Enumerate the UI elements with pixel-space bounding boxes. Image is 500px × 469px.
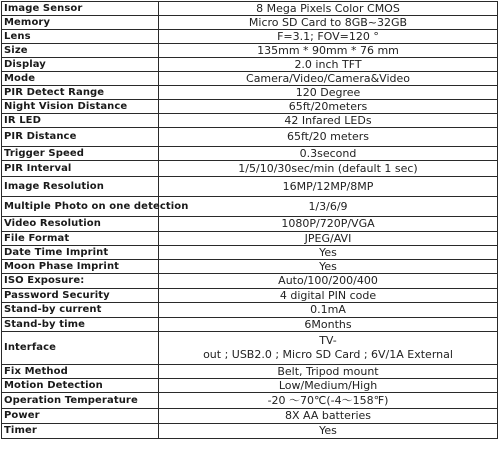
spec-label: Date Time Imprint — [2, 246, 159, 260]
spec-row — [2, 424, 498, 439]
spec-label: Memory — [2, 16, 159, 30]
spec-value: 42 Infared LEDs — [159, 114, 498, 128]
spec-label: ISO Exposure: — [2, 274, 159, 289]
spec-value: JPEG/AVI — [159, 232, 498, 246]
spec-value: Yes — [159, 424, 498, 439]
spec-label: Video Resolution — [2, 217, 159, 232]
spec-value: Yes — [159, 246, 498, 260]
spec-row — [2, 86, 498, 100]
spec-value: 1080P/720P/VGA — [159, 217, 498, 232]
spec-value-line: out ; USB2.0 ; Micro SD Card ; 6V/1A External — [203, 348, 453, 361]
spec-label: Display — [2, 58, 159, 72]
spec-row — [2, 289, 498, 303]
spec-row — [2, 365, 498, 379]
spec-label: Mode — [2, 72, 159, 86]
spec-value: Yes — [159, 260, 498, 274]
spec-label: Trigger Speed — [2, 147, 159, 161]
spec-label: Fix Method — [2, 365, 159, 379]
spec-label: Stand-by time — [2, 318, 159, 332]
spec-row — [2, 147, 498, 161]
spec-value: -20 ～70℃(-4～158℉) — [159, 393, 498, 409]
spec-row — [2, 2, 498, 16]
spec-value: Belt, Tripod mount — [159, 365, 498, 379]
spec-row — [2, 16, 498, 30]
spec-label: Moon Phase Imprint — [2, 260, 159, 274]
spec-value: 65ft/20meters — [159, 100, 498, 114]
spec-row — [2, 409, 498, 424]
spec-row — [2, 246, 498, 260]
spec-row — [2, 303, 498, 318]
spec-value: 120 Degree — [159, 86, 498, 100]
spec-value: 6Months — [159, 318, 498, 332]
spec-label: Night Vision Distance — [2, 100, 159, 114]
spec-value: 1/5/10/30sec/min (default 1 sec) — [159, 161, 498, 177]
spec-label: IR LED — [2, 114, 159, 128]
spec-row — [2, 100, 498, 114]
spec-row — [2, 128, 498, 147]
spec-label: Power — [2, 409, 159, 424]
spec-value: 135mm * 90mm * 76 mm — [159, 44, 498, 58]
spec-row — [2, 332, 498, 365]
spec-row — [2, 274, 498, 289]
spec-row — [2, 393, 498, 409]
specification-table — [1, 1, 498, 439]
spec-value: 0.3second — [159, 147, 498, 161]
spec-label: Image Resolution — [2, 177, 159, 197]
spec-label: Password Security — [2, 289, 159, 303]
spec-value: 2.0 inch TFT — [159, 58, 498, 72]
spec-label: Lens — [2, 30, 159, 44]
spec-row — [2, 161, 498, 177]
spec-value: F=3.1; FOV=120 ° — [159, 30, 498, 44]
spec-label: Multiple Photo on one detection — [2, 197, 159, 217]
spec-value: Micro SD Card to 8GB~32GB — [159, 16, 498, 30]
spec-value-multiline — [159, 332, 498, 365]
spec-row — [2, 318, 498, 332]
spec-value: Low/Medium/High — [159, 379, 498, 393]
spec-row — [2, 232, 498, 246]
spec-label: Size — [2, 44, 159, 58]
spec-value: Camera/Video/Camera&Video — [159, 72, 498, 86]
spec-value: 1/3/6/9 — [159, 197, 498, 217]
spec-row — [2, 197, 498, 217]
spec-row — [2, 177, 498, 197]
spec-label: PIR Distance — [2, 128, 159, 147]
spec-label: Timer — [2, 424, 159, 439]
spec-row — [2, 30, 498, 44]
spec-value-line: TV- — [319, 334, 337, 347]
spec-label: Motion Detection — [2, 379, 159, 393]
spec-value: Auto/100/200/400 — [159, 274, 498, 289]
spec-label: Operation Temperature — [2, 393, 159, 409]
spec-value: 16MP/12MP/8MP — [159, 177, 498, 197]
spec-label: Interface — [2, 332, 159, 365]
spec-value: 8 Mega Pixels Color CMOS — [159, 2, 498, 16]
spec-label: PIR Detect Range — [2, 86, 159, 100]
spec-row — [2, 260, 498, 274]
spec-row — [2, 44, 498, 58]
spec-value: 0.1mA — [159, 303, 498, 318]
spec-label: PIR Interval — [2, 161, 159, 177]
spec-row — [2, 217, 498, 232]
spec-row — [2, 58, 498, 72]
spec-row — [2, 379, 498, 393]
specification-table-body — [2, 2, 498, 439]
spec-value: 4 digital PIN code — [159, 289, 498, 303]
spec-value: 65ft/20 meters — [159, 128, 498, 147]
spec-row — [2, 114, 498, 128]
spec-label: File Format — [2, 232, 159, 246]
spec-label: Stand-by current — [2, 303, 159, 318]
spec-row — [2, 72, 498, 86]
spec-label: Image Sensor — [2, 2, 159, 16]
spec-value: 8X AA batteries — [159, 409, 498, 424]
